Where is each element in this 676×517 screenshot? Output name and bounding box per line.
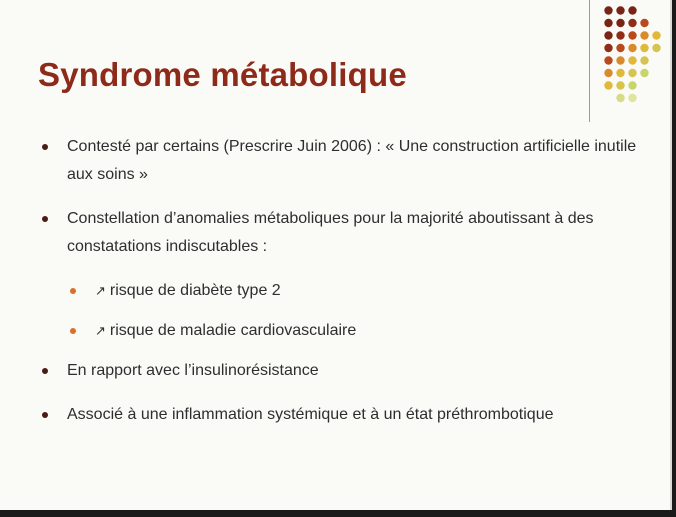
bullet-item [38,133,638,189]
header-divider-line [589,0,590,122]
bullet-list [38,133,638,445]
bullet-text: En rapport avec l’insulinorésistance [67,362,319,379]
increase-arrow-icon: ↗ [95,283,106,298]
bullet-text: Associé à une inflammation systémique et à un état préthrombotique [67,406,554,423]
bullet-text: Constellation d’anomalies métaboliques pour la majorité aboutissant à des constatations indiscutables : [67,210,594,255]
sub-bullet-text: risque de maladie cardiovasculaire [109,322,357,339]
bullet-item [38,401,638,429]
dot-grid-icon [604,6,668,106]
sub-bullet-dot-icon [70,328,76,334]
increase-arrow-icon: ↗ [95,323,106,338]
bullet-dot-icon [42,144,48,150]
bullet-text: Contesté par certains (Prescrire Juin 2006) : « Une construction artificielle inutile aux soins » [67,138,637,183]
sub-bullet-item [38,317,638,345]
sub-bullet-item [38,277,638,305]
slide-title: Syndrome métabolique [38,56,407,93]
bullet-dot-icon [42,412,48,418]
bullet-dot-icon [42,216,48,222]
bullet-item [38,205,638,261]
bullet-dot-icon [42,368,48,374]
sub-bullet-dot-icon [70,288,76,294]
sub-bullet-text: risque de diabète type 2 [109,282,281,299]
bottom-frame-bar [0,510,676,517]
bullet-item [38,357,638,385]
